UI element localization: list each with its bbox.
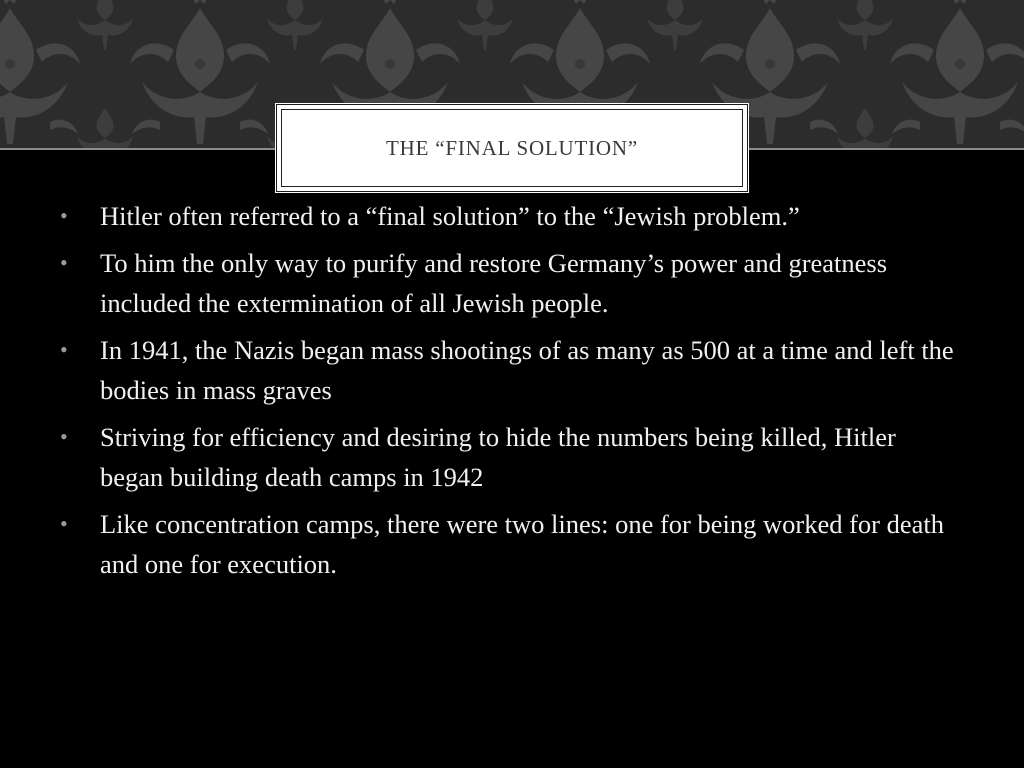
slide-title: THE “FINAL SOLUTION” [385,135,638,160]
bullet-dot-icon: • [60,337,68,362]
bullet-item [58,330,958,410]
bullet-text: To him the only way to purify and restore Germany’s power and greatness included the extermination of all Jewish people. [100,248,888,318]
bullet-item [58,196,958,236]
bullet-list [58,196,958,591]
title-frame [281,109,743,187]
bullet-dot-icon: • [60,511,68,536]
bullet-item [58,504,958,584]
bullet-dot-icon: • [60,203,68,228]
title-box [276,104,748,192]
bullet-text: Like concentration camps, there were two lines: one for being worked for death and one for execution. [100,509,945,579]
bullet-text: In 1941, the Nazis began mass shootings of as many as 500 at a time and left the bodies in mass graves [100,335,954,405]
bullet-item [58,417,958,497]
bullet-dot-icon: • [60,250,68,275]
bullet-dot-icon: • [60,424,68,449]
bullet-item [58,243,958,323]
bullet-text: Hitler often referred to a “final solution” to the “Jewish problem.” [100,201,800,231]
bullet-text: Striving for efficiency and desiring to hide the numbers being killed, Hitler began building death camps in 1942 [100,422,896,492]
